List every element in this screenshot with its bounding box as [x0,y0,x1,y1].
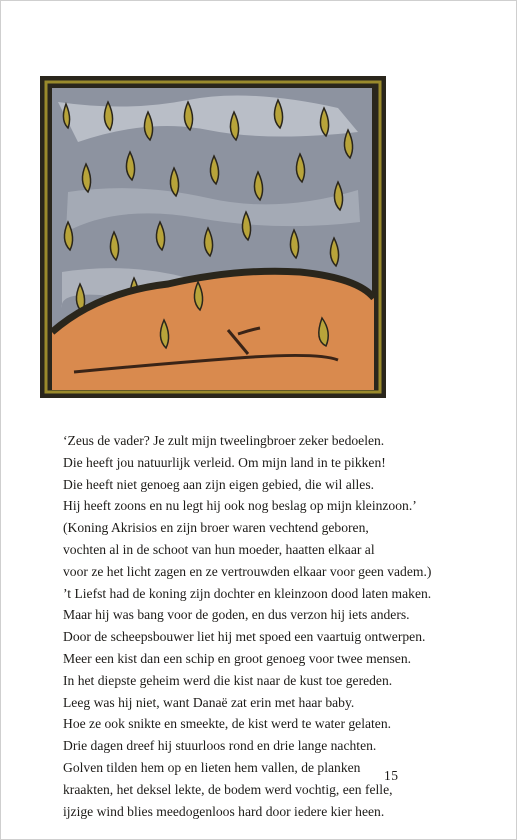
text-line: vochten al in de schoot van hun moeder, haatten elkaar al [63,541,375,557]
painted-illustration [38,72,390,402]
text-line: Hij heeft zoons en nu legt hij ook nog beslag op mijn kleinzoon.’ [63,498,417,514]
text-line: kraakten, het deksel lekte, de bodem werd vochtig, een felle, [63,781,393,797]
text-line: ’t Liefst had de koning zijn dochter en kleinzoon dood laten maken. [63,585,432,601]
page-number: 15 [384,768,399,783]
text-line: Leeg was hij niet, want Danaë zat erin met haar baby. [63,694,355,710]
text-line: Maar hij was bang voor de goden, en dus verzon hij iets anders. [63,607,410,623]
text-line: Door de scheepsbouwer liet hij met spoed een vaartuig ontwerpen. [63,629,426,645]
body-text [63,430,463,822]
text-line: ‘Zeus de vader? Je zult mijn tweelingbroer zeker bedoelen. [63,433,385,448]
text-line: (Koning Akrisios en zijn broer waren vechtend geboren, [63,520,369,536]
rain-over-creature-painting [38,72,390,402]
text-line: Die heeft jou natuurlijk verleid. Om mijn land in te pikken! [63,454,386,470]
text-line: Die heeft niet genoeg aan zijn eigen gebied, die wil alles. [63,476,375,492]
text-line: Meer een kist dan een schip en groot genoeg voor twee mensen. [63,650,412,666]
text-line: voor ze het licht zagen en ze vertrouwden elkaar voor geen vadem.) [63,563,432,579]
text-line: In het diepste geheim werd die kist naar de kust toe gereden. [63,672,393,688]
text-line: Drie dagen dreef hij stuurloos rond en drie lange nachten. [63,738,377,754]
text-line: Golven tilden hem op en lieten hem vallen, de planken [63,759,361,775]
text-line: ijzige wind blies meedogenloos hard door iedere kier heen. [63,803,385,819]
text-line: Hoe ze ook snikte en smeekte, de kist werd te water gelaten. [63,716,392,732]
